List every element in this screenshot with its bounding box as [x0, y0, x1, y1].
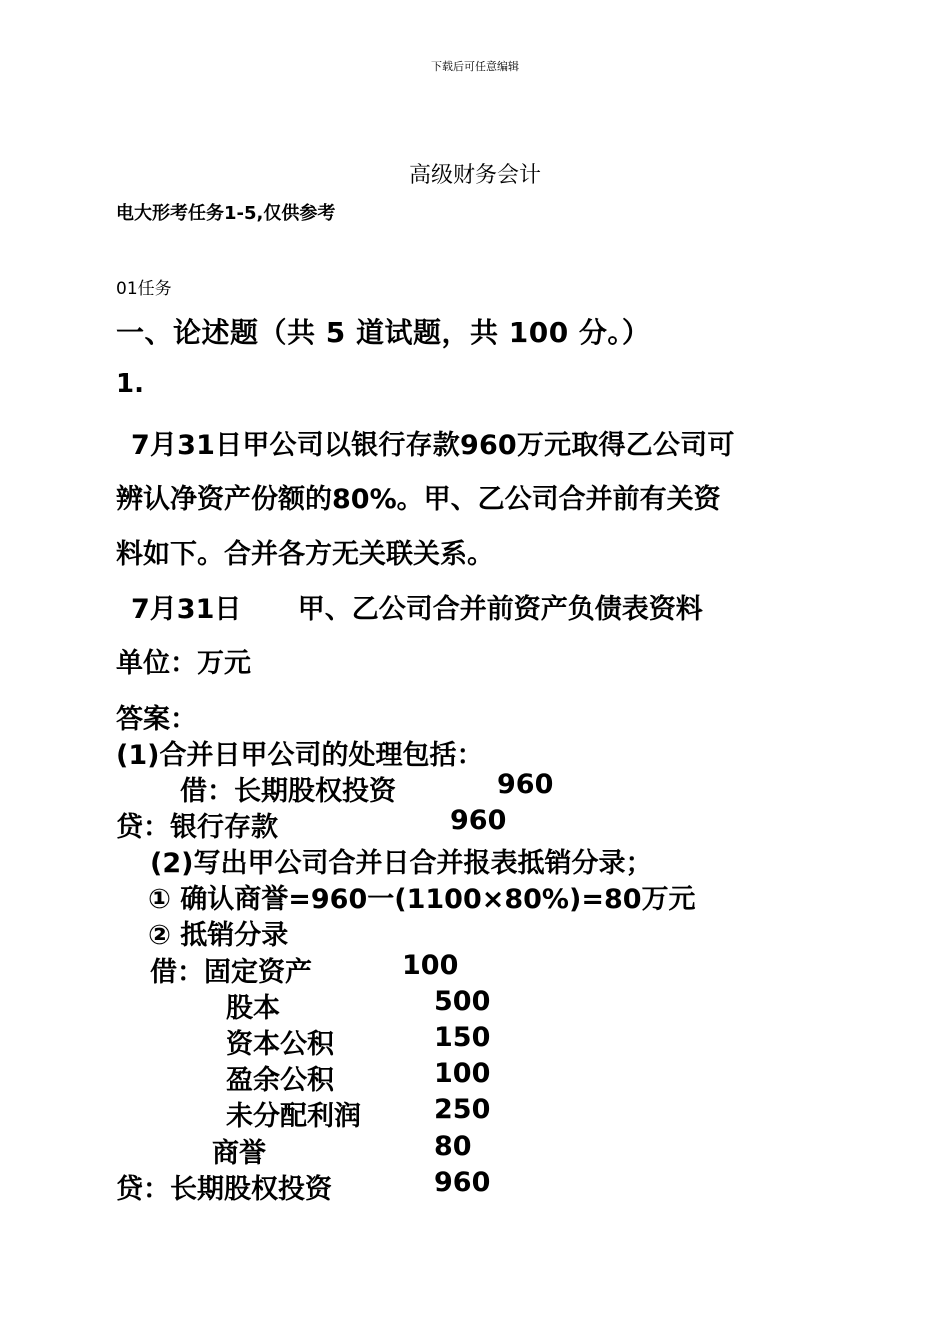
- elimination-title: ② 抵销分录: [148, 920, 289, 951]
- elimination-debit-amount: 100: [402, 950, 459, 981]
- elimination-line-account: 未分配利润: [226, 1101, 361, 1132]
- elimination-line-amount: 150: [434, 1022, 491, 1053]
- step-2-title: (2)写出甲公司合并日合并报表抵销分录；: [150, 848, 653, 879]
- elimination-line-account: 资本公积: [226, 1029, 334, 1060]
- unit-note: 单位：万元: [116, 648, 251, 679]
- journal-credit-account: 贷：银行存款: [116, 812, 278, 843]
- elimination-line-amount: 100: [434, 1058, 491, 1089]
- journal-debit-amount: 960: [497, 769, 554, 800]
- elimination-line-amount: 250: [434, 1094, 491, 1125]
- goodwill-calculation: ① 确认商誉=960一(1100×80%)=80万元: [148, 884, 696, 915]
- elimination-debit-account: 借：固定资产: [150, 957, 312, 988]
- step-1-title: (1)合并日甲公司的处理包括：: [116, 740, 484, 771]
- elimination-credit-account: 贷：长期股权投资: [116, 1174, 332, 1205]
- elimination-credit-amount: 960: [434, 1167, 491, 1198]
- header-note: 下载后可任意编辑: [431, 60, 519, 73]
- answer-label: 答案：: [116, 704, 197, 735]
- question-number: 1.: [116, 369, 144, 399]
- elimination-line-amount: 80: [434, 1131, 472, 1162]
- section-heading: 一、论述题（共 5 道试题，共 100 分。）: [116, 316, 651, 349]
- journal-debit-account: 借：长期股权投资: [180, 776, 396, 807]
- elimination-line-account: 股本: [226, 993, 280, 1024]
- elimination-line-account: 盈余公积: [226, 1065, 334, 1096]
- question-paragraph: 7月31日甲公司以银行存款960万元取得乙公司可: [131, 430, 735, 461]
- journal-credit-amount: 960: [450, 805, 507, 836]
- elimination-line-amount: 500: [434, 986, 491, 1017]
- task-id: 01任务: [116, 279, 172, 299]
- elimination-line-account: 商誉: [212, 1138, 266, 1169]
- document-title: 高级财务会计: [408, 163, 541, 188]
- table-caption: 7月31日 甲、乙公司合并前资产负债表资料: [131, 594, 703, 625]
- question-paragraph: 辨认净资产份额的80%。甲、乙公司合并前有关资: [116, 484, 721, 515]
- document-subtitle: 电大形考任务1-5,仅供参考: [116, 203, 336, 224]
- question-paragraph: 料如下。合并各方无关联关系。: [116, 539, 494, 570]
